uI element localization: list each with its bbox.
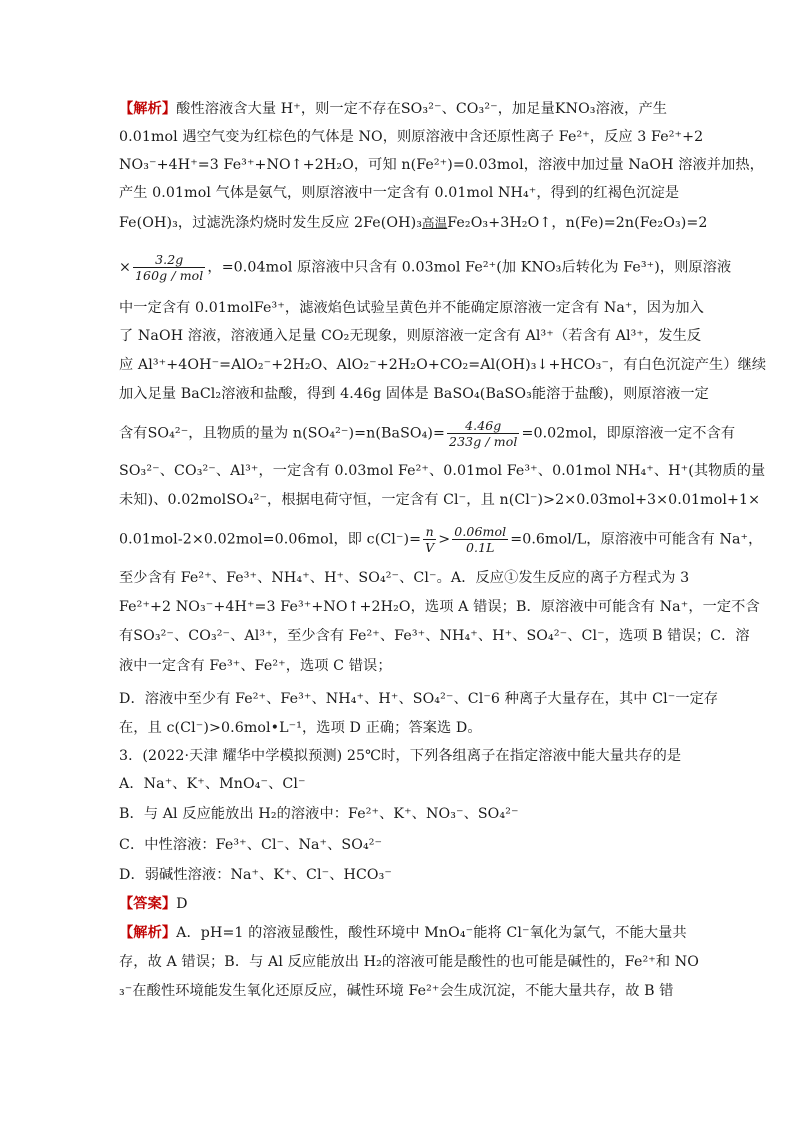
fraction-n-over-v: $\frac{n}{V}$ bbox=[425, 524, 435, 555]
analysis-line-3: NO₃⁻+4H⁺=3 Fe³⁺+NO↑+2H₂O，可知 n(Fe²⁺)=0.03mol，溶液中加过量 NaOH 溶液并加热， bbox=[119, 157, 764, 173]
answer-label: 【答案】 bbox=[119, 896, 177, 912]
option-c: C．中性溶液：Fe³⁺、Cl⁻、Na⁺、SO₄²⁻ bbox=[119, 837, 383, 853]
analysis-line-6: × $\frac{3.2g}{\text{160g / mol}}$ ，=0.04mol 原溶液中只含有 0.03mol Fe²⁺(加 KNO₃后转化为 Fe³⁺)，则原溶液 bbox=[119, 252, 732, 283]
analysis-line-2: 0.01mol 遇空气变为红棕色的气体是 NO，则原溶液中含还原性离子 Fe²⁺，反应 3 Fe²⁺+2 bbox=[119, 129, 704, 145]
analysis-line-13: 未知)、0.02molSO₄²⁻，根据电荷守恒，一定含有 Cl⁻，且 n(Cl⁻)>2×0.03mol+3×0.01mol+1× bbox=[119, 492, 761, 508]
fraction-mass-over-molar-mass: $\frac{3.2g}{\text{160g / mol}}$ bbox=[135, 252, 204, 283]
fraction-concentration: $\frac{\text{0.06mol}}{0.1L}$ bbox=[454, 524, 507, 555]
analysis-label: 【解析】 bbox=[119, 925, 177, 941]
answer-value: D bbox=[176, 896, 188, 912]
analysis-line-4: 产生 0.01mol 气体是氨气，则原溶液中一定含有 0.01mol NH₄⁺，得到的红褐色沉淀是 bbox=[119, 185, 680, 201]
analysis-line-10: 加入足量 BaCl₂溶液和盐酸，得到 4.46g 固体是 BaSO₄(BaSO₃能溶于盐酸)，则原溶液一定 bbox=[119, 386, 709, 402]
analysis-line-8: 了 NaOH 溶液，溶液通入足量 CO₂无现象，则原溶液一定含有 Al³⁺（若含有 Al³⁺，发生反 bbox=[119, 328, 702, 344]
analysis-line-1: 【解析】酸性溶液含大量 H⁺，则一定不存在SO₃²⁻、CO₃²⁻，加足量KNO₃溶液，产生 bbox=[119, 101, 668, 117]
option-d: D．弱碱性溶液：Na⁺、K⁺、Cl⁻、HCO₃⁻ bbox=[119, 867, 393, 883]
analysis-line-15: 至少含有 Fe²⁺、Fe³⁺、NH₄⁺、H⁺、SO₄²⁻、Cl⁻。A．反应①发生反应的离子方程式为 3 bbox=[119, 570, 690, 586]
option-a: A．Na⁺、K⁺、MnO₄⁻、Cl⁻ bbox=[119, 776, 306, 792]
analysis-line-9: 应 Al³⁺+4OH⁻=AlO₂⁻+2H₂O、AlO₂⁻+2H₂O+CO₂=Al(OH)₃↓+HCO₃⁻，有白色沉淀产生）继续 bbox=[119, 357, 767, 373]
analysis-line-16: Fe²⁺+2 NO₃⁻+4H⁺=3 Fe³⁺+NO↑+2H₂O，选项 A 错误；B．原溶液中可能含有 Na⁺，一定不含 bbox=[119, 599, 760, 615]
analysis-label: 【解析】 bbox=[119, 101, 177, 117]
option-b: B．与 Al 反应能放出 H₂的溶液中：Fe²⁺、K⁺、NO₃⁻、SO₄²⁻ bbox=[119, 806, 519, 822]
analysis-line-20: 在，且 c(Cl⁻)>0.6mol•L⁻¹，选项 D 正确；答案选 D。 bbox=[119, 720, 482, 736]
reaction-condition: 高温 bbox=[422, 215, 448, 230]
analysis-line-5: Fe(OH)₃，过滤洗涤灼烧时发生反应 2Fe(OH)₃ 高温 Fe₂O₃+3H₂O↑，n(Fe)=2n(Fe₂O₃)=2 bbox=[119, 215, 708, 231]
analysis-line-14: 0.01mol-2×0.02mol=0.06mol，即 c(Cl⁻)= $\frac{n}{V}$ > $\frac{\text{0.06mol}}{0.1L}$ =0.6mol/L，原溶液中可能含有 Na⁺， bbox=[119, 524, 763, 555]
analysis-line-18: 液中一定含有 Fe³⁺、Fe²⁺，选项 C 错误； bbox=[119, 658, 392, 674]
question-3-stem: 3．(2022·天津 耀华中学模拟预测) 25℃时，下列各组离子在指定溶液中能大量共存的是 bbox=[119, 748, 682, 764]
analysis-line-7: 中一定含有 0.01molFe³⁺，滤液焰色试验呈黄色并不能确定原溶液一定含有 Na⁺，因为加入 bbox=[119, 300, 704, 316]
analysis-line-11: 含有SO₄²⁻，且物质的量为 n(SO₄²⁻)=n(BaSO₄)= $\frac{4.46g}{\text{233g / mol}}$ =0.02mol，即原溶液一定不含有 bbox=[119, 418, 736, 449]
analysis-q3-line-3: ₃⁻在酸性环境能发生氧化还原反应，碱性环境 Fe²⁺会生成沉淀，不能大量共存，故 B 错 bbox=[119, 983, 674, 999]
analysis-q3-line-1: 【解析】A．pH=1 的溶液显酸性，酸性环境中 MnO₄⁻能将 Cl⁻氧化为氯气，不能大量共 bbox=[119, 925, 687, 941]
fraction-baso4: $\frac{4.46g}{\text{233g / mol}}$ bbox=[449, 418, 518, 449]
analysis-line-12: SO₃²⁻、CO₃²⁻、Al³⁺，一定含有 0.03mol Fe²⁺、0.01mol Fe³⁺、0.01mol NH₄⁺、H⁺(其物质的量 bbox=[119, 463, 766, 479]
analysis-line-17: 有SO₃²⁻、CO₃²⁻、Al³⁺，至少含有 Fe²⁺、Fe³⁺、NH₄⁺、H⁺、SO₄²⁻、Cl⁻，选项 B 错误；C．溶 bbox=[119, 628, 750, 644]
answer-line bbox=[119, 894, 188, 914]
analysis-line-19: D．溶液中至少有 Fe²⁺、Fe³⁺、NH₄⁺、H⁺、SO₄²⁻、Cl⁻6 种离子大量存在，其中 Cl⁻一定存 bbox=[119, 691, 719, 707]
analysis-q3-line-2: 存，故 A 错误；B．与 Al 反应能放出 H₂的溶液可能是酸性的也可能是碱性的，Fe²⁺和 NO bbox=[119, 954, 699, 970]
